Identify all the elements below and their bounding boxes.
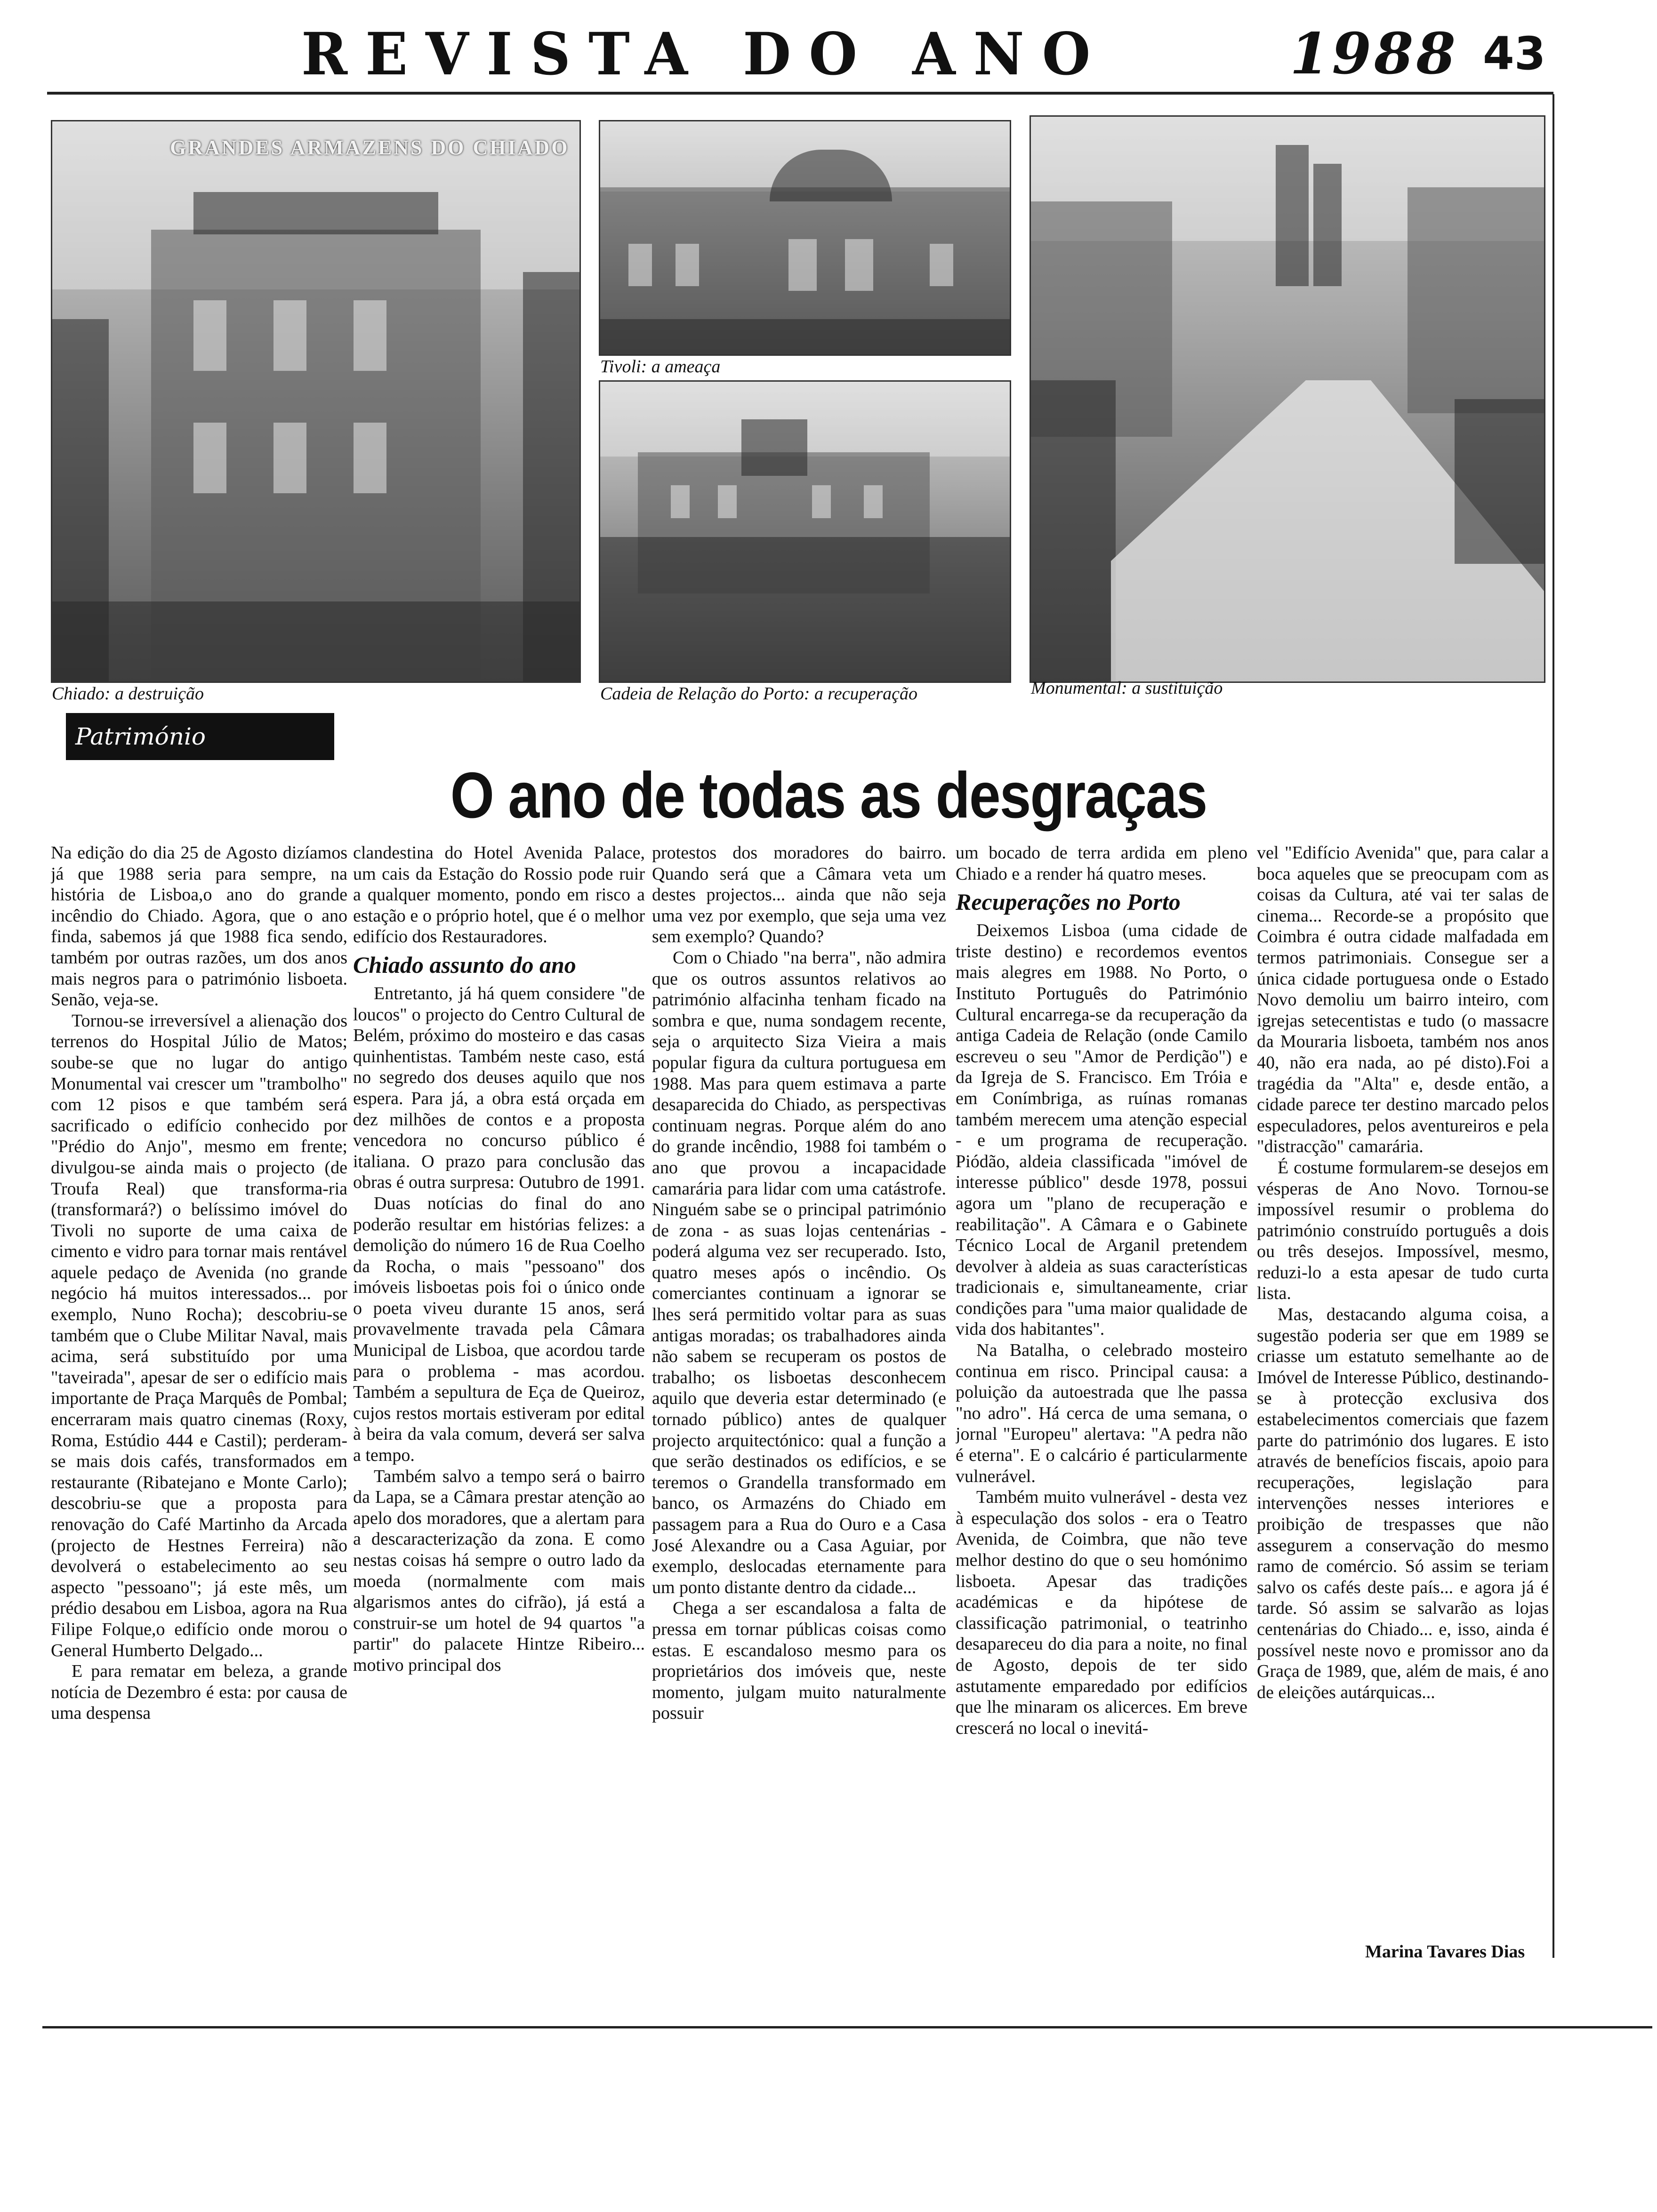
page-number: 43: [1483, 27, 1546, 80]
store-sign: GRANDES ARMAZENS DO CHIADO: [170, 136, 570, 159]
subheading-chiado: Chiado assunto do ano: [353, 951, 576, 978]
right-border-rule: [1552, 94, 1554, 1958]
article-paragraph: Com o Chiado "na berra", não admira que os outros assuntos relativos ao património alfacinha tenham ficado na sombra e que, numa sondagem recente, seja o arquitecto Siza Vieira a mais popular figura da cultura portuguesa em 1988. Mas para quem estimava a parte desaparecida do Chiado, as perspectivas continuam negras. Porque além do ano do grande incêndio, 1988 foi também o ano que provou a incapacidade camarária para lidar com uma catástrofe. Ninguém sabe se o principal património de zona - as suas lojas centenárias - poderá alguma vez ser recuperado. Isto, quatro meses após o incêndio. Os comerciantes continuam a ignorar se lhes será permitido voltar para as suas antigas moradas; os trabalhadores ainda não sabem se recuperam os postos de trabalho; os lisboetas desconhecem aquilo que deveria estar determinado (e tornado público) antes de qualquer projecto arquitectónico: qual a função a que serão destinados os edifícios, e se teremos o Grandella transformado em banco, os Armazéns do Chiado em passagem para a Rua do Ouro e a Casa José Alexandre ou a Casa Aguiar, por exemplo, deslocadas eternamente para um ponto distante dentro da cidade...: [652, 947, 946, 1597]
article-paragraph: Mas, destacando alguma coisa, a sugestão poderia ser que em 1989 se criasse um estatuto semelhante ao de Imóvel de Interesse Público, destinando-se à protecção exclusiva dos estabelecimentos comerciais que fazem parte do património dos lugares. E isto através de benefícios fiscais, apoio para recuperações, legislação para intervenções nesses interiores e proibição de trespasses que não assegurem a conservação do mesmo ramo de comércio. Só assim se teriam salvo os cafés deste país... e agora já é tarde. Só assim se salvarão as lojas centenárias do Chiado... e, isso, ainda é possível neste novo e promissor ano da Graça de 1989, que, além de mais, é ano de eleições autárquicas...: [1257, 1305, 1549, 1702]
headline: O ano de todas as desgraças: [450, 759, 1207, 832]
article-paragraph: E para rematar em beleza, a grande notícia de Dezembro é esta: por causa de uma despensa: [51, 1661, 347, 1723]
article-column-5: [1257, 842, 1549, 1934]
article-column-1: [51, 842, 347, 1963]
article-paragraph: um bocado de terra ardida em pleno Chiado e a render há quatro meses.: [956, 843, 1247, 884]
article-paragraph: É costume formularem-se desejos em vésperas de Ano Novo. Tornou-se impossível resumir o problema do património construído português a dois ou três desejos. Impossível, mesmo, reduzi-lo a esta apesar de tudo curta lista.: [1257, 1157, 1549, 1304]
tivoli-photo: [599, 120, 1011, 356]
chiado-caption: Chiado: a destruição: [52, 684, 204, 704]
article-paragraph: Duas notícias do final do ano poderão resultar em histórias felizes: a demolição do número 16 de Rua Coelho da Rocha, o mais "pessoano" dos imóveis lisboetas pois foi o único onde o poeta viveu durante 15 anos, será provavelmente travada pela Câmara Municipal de Lisboa, que acordou tarde para o problema - mas acordou. Também a sepultura de Eça de Queiroz, cujos restos mortais estiveram por edital à beira da vala comum, deverá ser salva a tempo.: [353, 1193, 645, 1466]
chiado-photo: [51, 120, 581, 683]
byline: Marina Tavares Dias: [1365, 1942, 1525, 1962]
article-paragraph: clandestina do Hotel Avenida Palace, um cais da Estação do Rossio pode ruir a qualquer momento, pondo em risco a estação e o próprio hotel, que é o melhor edifício dos Restauradores.: [353, 843, 645, 947]
header-rule: [47, 92, 1553, 95]
tivoli-caption: Tivoli: a ameaça: [600, 357, 721, 377]
article-paragraph: Entretanto, já há quem considere "de loucos" o projecto do Centro Cultural de Belém, próximo do mosteiro e das casas quinhentistas. Também neste caso, está no segredo dos deuses aquilo que nos espera. Para já, a obra está orçada em dez milhões de contos e a proposta vencedora no concurso público é italiana. O prazo para conclusão das obras é outra surpresa: Outubro de 1991.: [353, 983, 645, 1193]
monumental-caption: Monumental: a sustituição: [1031, 678, 1223, 698]
section-header-title: REVISTA DO ANO: [301, 19, 1109, 88]
article-column-3: [652, 842, 946, 1963]
article-column-2: [353, 842, 645, 1963]
cadeia-relacao-photo: [599, 380, 1011, 683]
cadeia-relacao-caption: Cadeia de Relação do Porto: a recuperação: [600, 684, 917, 704]
article-column-4: [956, 842, 1247, 1963]
article-paragraph: Deixemos Lisboa (uma cidade de triste destino) e recordemos eventos mais alegres em 1988. No Porto, o Instituto Português do Património Cultural encarrega-se da recuperação da antiga Cadeia de Relação (onde Camilo escreveu o seu "Amor de Perdição") e da Igreja de S. Francisco. Em Tróia e em Conímbriga, as ruínas romanas também merecem uma atenção especial - e um programa de recuperação. Piódão, aldeia classificada "imóvel de interesse público" desde 1978, possui agora um "plano de recuperação e reabilitação". A Câmara e o Gabinete Técnico Local de Arganil pretendem devolver à aldeia as suas características tradicionais e, simultaneamente, criar condições para "uma maior qualidade de vida dos habitantes".: [956, 921, 1247, 1339]
article-paragraph: Na edição do dia 25 de Agosto dizíamos já que 1988 seria para sempre, na história de Lisboa,o ano do grande incêndio do Chiado. Agora, que o ano finda, sabemos já que 1988 fica sendo, também por outras razões, um dos anos mais negros para o património lisboeta. Senão, veja-se.: [51, 843, 347, 1010]
bottom-rule: [42, 2026, 1652, 2028]
article-paragraph: Tornou-se irreversível a alienação dos terrenos do Hospital Júlio de Matos; soube-se que no lugar do antigo Monumental vai crescer um "trambolho" com 12 pisos e que também será sacrificado o edifício conhecido por "Prédio do Anjo", mesmo em frente; divulgou-se ainda mais o projecto (de Troufa Real) que transforma-ria (transformará?) o belíssimo imóvel do Tivoli no suporte de uma caixa de cimento e vidro para tornar mais rentável aquele pedaço de Avenida (no grande negócio há muitos interessados... por exemplo, Nuno Rocha); descobriu-se também que o Clube Militar Naval, mais acima, será substituído por uma "taveirada", apesar de ser o edifício mais importante de Praça Marquês de Pombal; encerraram mais quatro cinemas (Roxy, Roma, Estúdio 444 e Castil); perderam-se mais dois cafés, transformados em restaurante (Ribatejano e Monte Carlo); descobriu-se que a proposta para renovação do Café Martinho da Arcada (projecto de Hestnes Ferreira) não devolverá o estabelecimento ao seu aspecto "pessoano"; já este mês, um prédio desabou em Lisboa, agora na Rua Filipe Folque,o edifício onde morou o General Humberto Delgado...: [51, 1010, 347, 1660]
subheading-porto: Recuperações no Porto: [956, 889, 1181, 915]
article-paragraph: Também muito vulnerável - desta vez à especulação dos solos - era o Teatro Avenida, de Coimbra, que não teve melhor destino do que o seu homónimo lisboeta. Apesar das tradições académicas e da hipótese de classificação patrimonial, o teatrinho desapareceu do dia para a noite, no final de Agosto, depois de ter sido astutamente emparedado por edifícios que lhe minaram os alicerces. Em breve crescerá no local o inevitá-: [956, 1487, 1247, 1738]
monumental-photo: [1030, 115, 1545, 683]
article-paragraph: Também salvo a tempo será o bairro da Lapa, se a Câmara prestar atenção ao apelo dos moradores, que a alertam para a descaracterização da zona. E como nestas coisas há sempre o outro lado da moeda (normalmente com mais algarismos antes do cifrão), já está a construir-se um hotel de 94 quartos "a partir" do palacete Hintze Ribeiro... motivo principal dos: [353, 1466, 645, 1675]
section-tag: Património: [66, 713, 334, 760]
article-paragraph: Chega a ser escandalosa a falta de pressa em tornar públicas coisas como estas. E escandaloso mesmo para os proprietários dos imóveis que, neste momento, julgam muito naturalmente possuir: [652, 1598, 946, 1723]
header-year: 1988: [1290, 21, 1458, 87]
article-paragraph: protestos dos moradores do bairro. Quando será que a Câmara veta um destes projectos... ainda que não seja uma vez por exemplo, que seja uma vez sem exemplo? Quando?: [652, 843, 946, 947]
article-paragraph: Na Batalha, o celebrado mosteiro continua em risco. Principal causa: a poluição da autoestrada que lhe passa "no adro". Há cerca de uma semana, o jornal "Europeu" alertava: "A pedra não é eterna". E o calcário é particularmente vulnerável.: [956, 1340, 1247, 1486]
article-paragraph: vel "Edifício Avenida" que, para calar a boca aqueles que se preocupam com as coisas da Cultura, até vai ter salas de cinema... Recorde-se a propósito que Coimbra é outra cidade malfadada em termos patrimoniais. Consegue ser a única cidade portuguesa onde o Estado Novo demoliu um bairro inteiro, com igrejas setecentistas e tudo (o massacre da Mouraria lisboeta, também nos anos 40, não era nada, ao pé disto).Foi a tragédia da "Alta" e, desde então, a cidade parece ter destino marcado pelos especuladores, pelos aventureiros e pela "distracção" camarária.: [1257, 843, 1549, 1157]
